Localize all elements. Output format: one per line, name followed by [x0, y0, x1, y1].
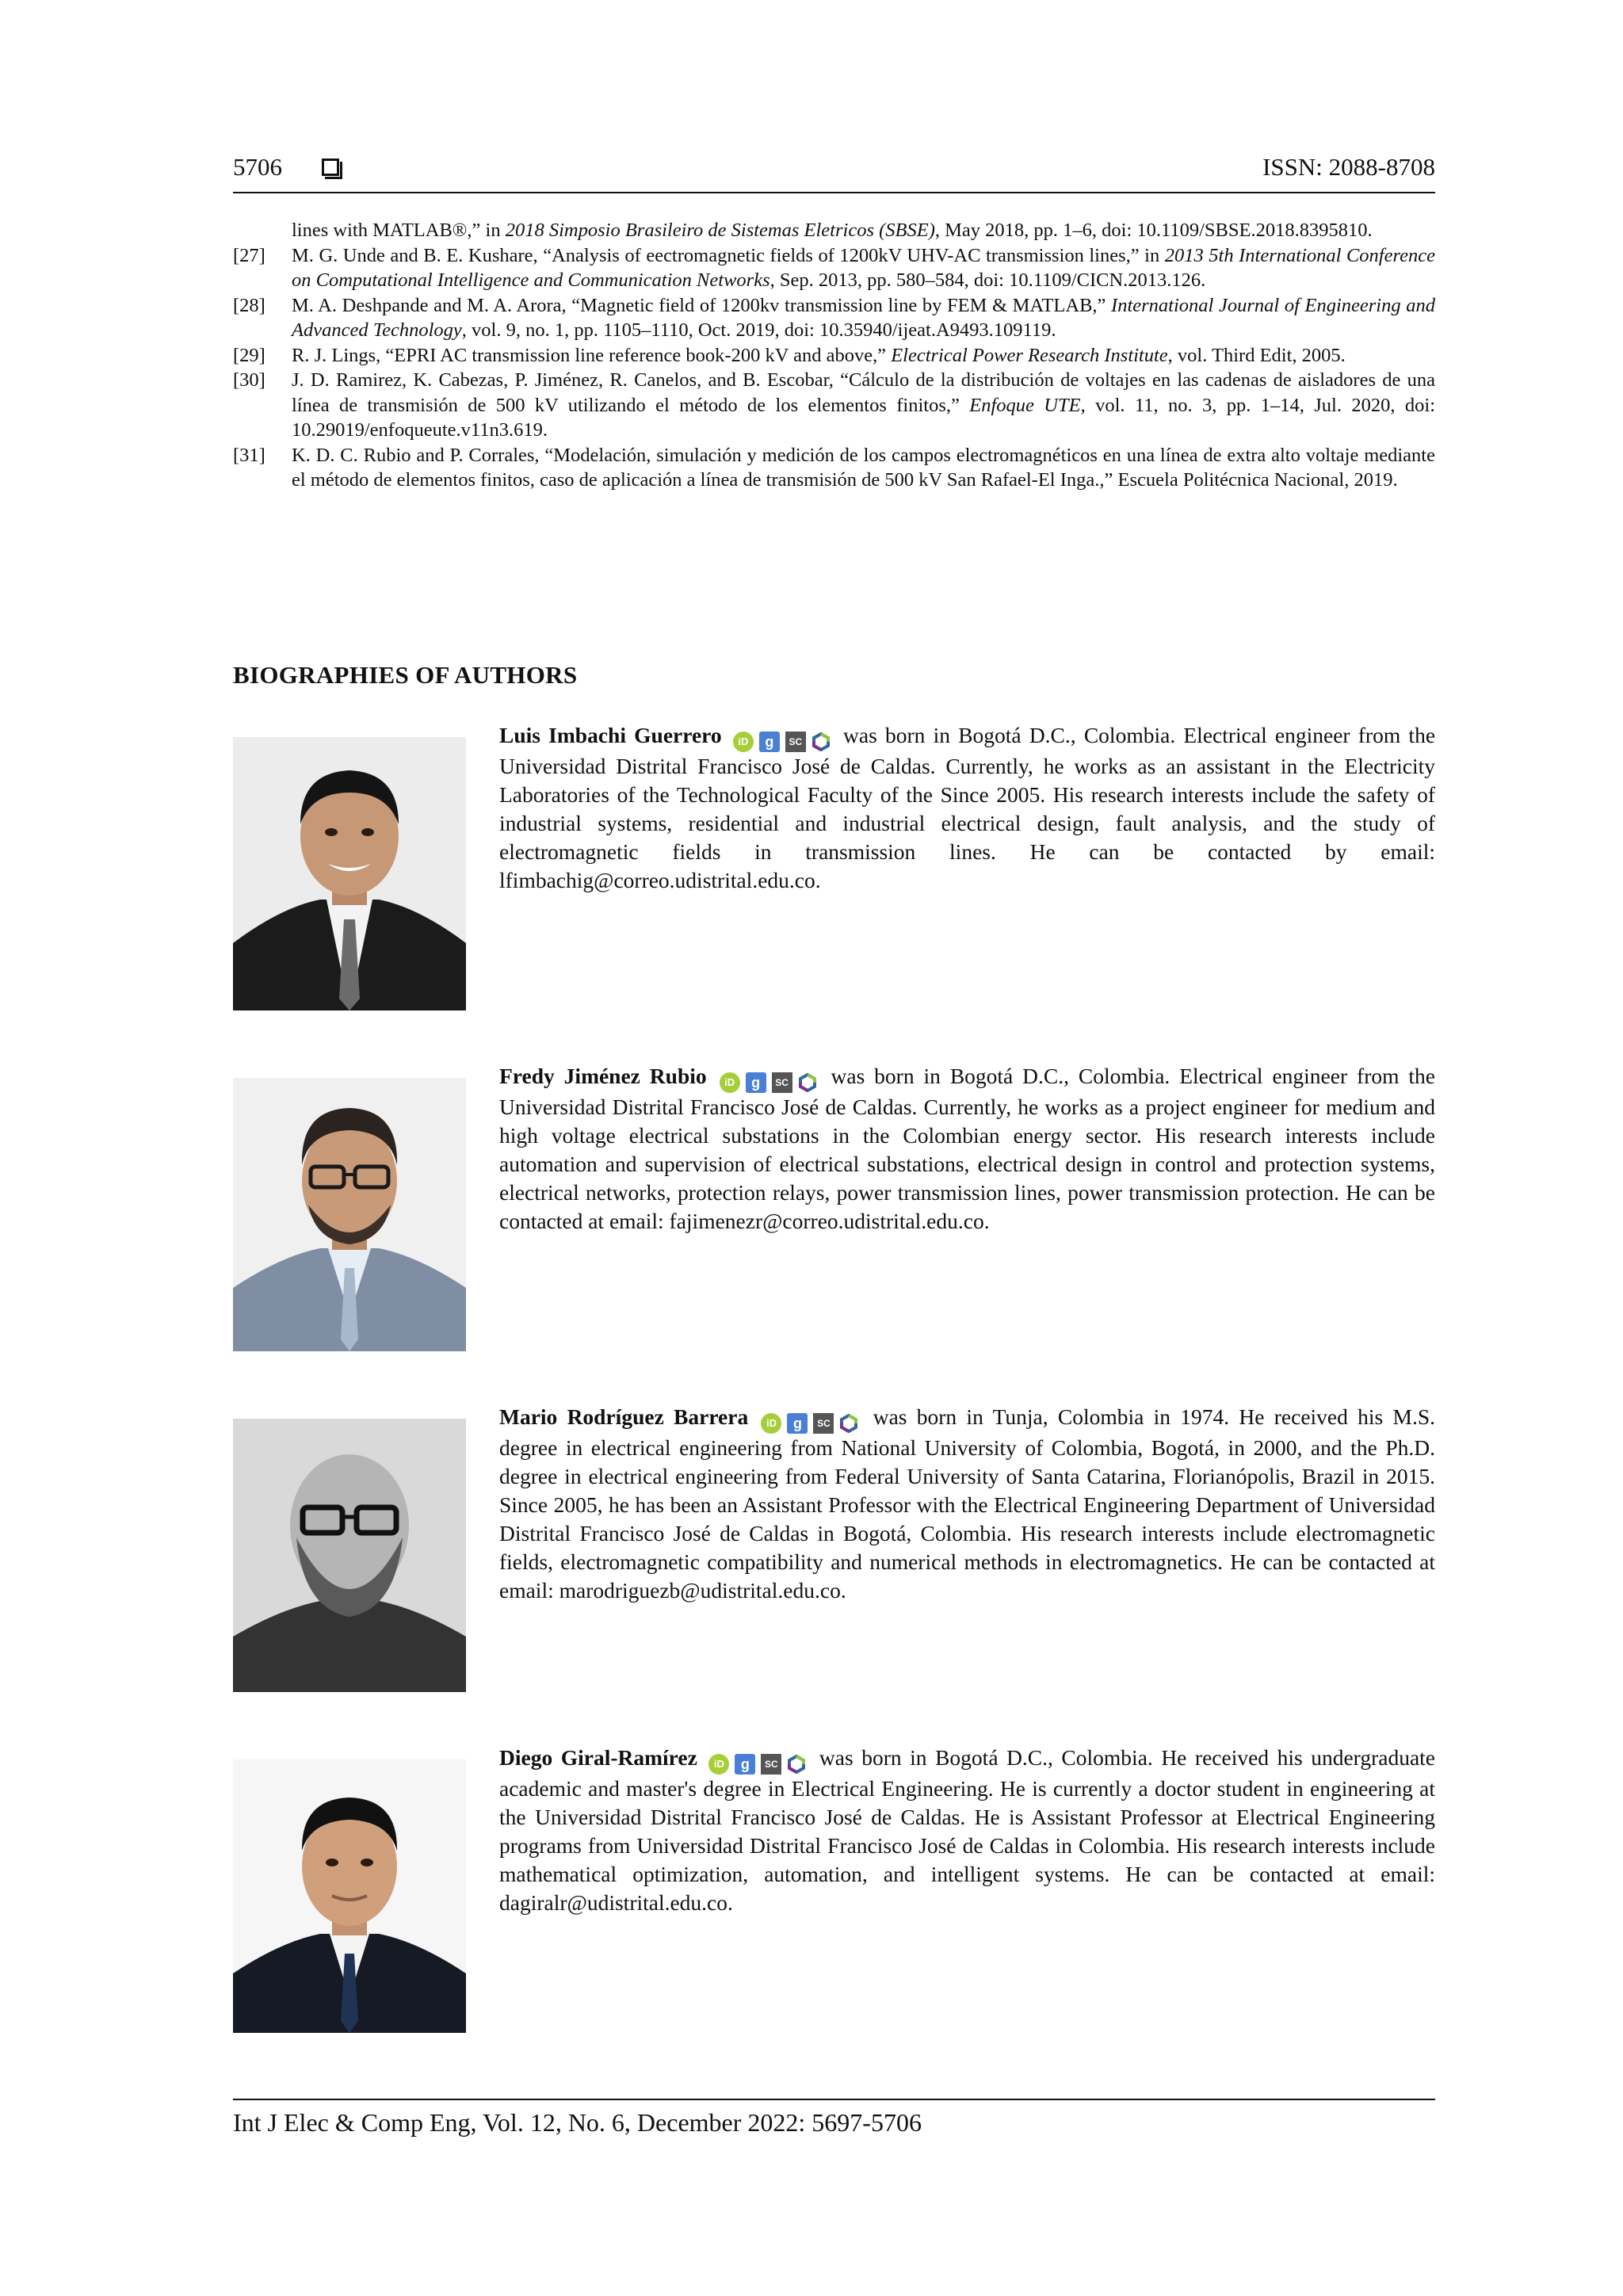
scopus-icon[interactable]: SC: [813, 1413, 834, 1434]
reference-segment: K. D. C. Rubio and P. Corrales, “Modelación, simulación y medición de los campos electromagnéticos en una línea de extra alto voltaje mediante el método de elementos finitos, caso de aplicación a línea de transmisión de 500 kV San Rafael-El Inga.,” Escuela Politécnica Nacional, 2019.: [292, 444, 1435, 491]
reference-number: [31]: [233, 444, 265, 466]
scopus-icon[interactable]: SC: [761, 1754, 781, 1775]
reference-item: [233, 368, 1435, 443]
author-bio: [233, 1744, 1435, 2045]
author-bio-text: [499, 1744, 1435, 1917]
author-bio-body: was born in Bogotá D.C., Colombia. Electrical engineer from the Universidad Distrital Francisco José de Caldas. Currently, he works as an assistant in the Electricity Laboratories of the Technological Faculty of the Since 2005. His research interests include the safety of industrial systems, residential and industrial electrical design, fault analysis, and the study of electromagnetic fields in transmission lines. He can be contacted by email: lfimbachig@correo.udistrital.edu.co.: [499, 723, 1436, 892]
reference-list: [233, 218, 1435, 493]
issn: ISSN: 2088-8708: [1262, 153, 1435, 181]
footer-citation: Int J Elec & Comp Eng, Vol. 12, No. 6, December 2022: 5697-5706: [233, 2108, 922, 2137]
reference-text: [292, 343, 1435, 369]
reference-number: [233, 218, 292, 243]
reference-item: [233, 343, 1435, 369]
reference-segment: lines with MATLAB®,” in: [292, 220, 506, 241]
author-photo: [233, 1759, 466, 2033]
author-bio-text: [499, 1403, 1435, 1605]
author-profile-icons: [720, 1072, 817, 1093]
reference-text: [292, 443, 1435, 493]
author-name: Fredy Jiménez Rubio: [499, 1064, 707, 1088]
author-bio-text: [499, 721, 1435, 895]
reference-segment: R. J. Lings, “EPRI AC transmission line reference book-200 kV and above,”: [292, 344, 892, 366]
author-bio: [233, 721, 1435, 1022]
author-bio: [233, 1403, 1435, 1704]
reference-venue: Enfoque UTE: [969, 394, 1081, 416]
reference-item: [233, 218, 1435, 243]
reference-item: [233, 293, 1435, 343]
page-number: 5706: [233, 153, 282, 181]
publons-icon[interactable]: [787, 1755, 806, 1774]
author-name: Mario Rodríguez Barrera: [499, 1404, 749, 1429]
publons-icon[interactable]: [812, 732, 831, 751]
google-scholar-icon[interactable]: g: [746, 1072, 766, 1093]
author-photo: [233, 1419, 466, 1692]
author-bio-body: was born in Tunja, Colombia in 1974. He received his M.S. degree in electrical engineering from National University of Colombia, Bogotá, in 2000, and the Ph.D. degree in electrical engineering from Federal University of Santa Catarina, Florianópolis, Brazil in 2015. Since 2005, he has been an Assistant Professor with the Electrical Engineering Department of Universidad Distrital Francisco José de Caldas in Bogotá, Colombia. His research interests include electromagnetic fields, electromagnetic compatibility and numerical methods in electromagnetics. He can be contacted at email: marodriguezb@udistrital.edu.co.: [499, 1404, 1435, 1603]
header-rule: [233, 192, 1435, 193]
author-bio-body: was born in Bogotá D.C., Colombia. Electrical engineer from the Universidad Distrital Francisco José de Caldas. Currently, he works as a project engineer for medium and high voltage electrical substations in the Colombian energy sector. His research interests include automation and supervision of electrical substations, electrical design in control and protection systems, electrical networks, protection relays, power transmission lines, power transmission protection. He can be contacted at email: fajimenezr@correo.udistrital.edu.co.: [499, 1064, 1436, 1233]
reference-number: [28]: [233, 294, 265, 316]
footer-rule: [233, 2099, 1435, 2100]
author-name: Diego Giral-Ramírez: [499, 1745, 697, 1770]
reference-text: [292, 243, 1435, 293]
reference-number: [27]: [233, 244, 265, 266]
reference-item: [233, 443, 1435, 493]
reference-text: [292, 293, 1435, 343]
google-scholar-icon[interactable]: g: [759, 732, 780, 752]
reference-segment: , vol. Third Edit, 2005.: [1167, 344, 1346, 366]
reference-text: [292, 218, 1435, 243]
biographies-heading: BIOGRAPHIES OF AUTHORS: [233, 661, 578, 689]
author-bio: [233, 1062, 1435, 1363]
scopus-icon[interactable]: SC: [785, 732, 806, 752]
reference-segment: M. A. Deshpande and M. A. Arora, “Magnetic field of 1200kv transmission line by FEM & MATLAB,”: [292, 294, 1112, 316]
author-photo: [233, 737, 466, 1010]
author-profile-icons: [761, 1413, 858, 1434]
reference-segment: , Sep. 2013, pp. 580–584, doi: 10.1109/CICN.2013.126.: [769, 269, 1206, 291]
reference-segment: , vol. 11, no. 3, pp. 1–14, Jul. 2020, doi: 10.29019/enfoqueute.v11n3.619.: [292, 394, 1435, 441]
reference-text: [292, 368, 1435, 443]
orcid-icon[interactable]: iD: [761, 1413, 781, 1434]
author-bio-text: [499, 1062, 1435, 1236]
reference-segment: , May 2018, pp. 1–6, doi: 10.1109/SBSE.2018.8395810.: [934, 220, 1373, 241]
author-profile-icons: [708, 1754, 806, 1775]
page-box-icon: [322, 159, 339, 176]
reference-segment: M. G. Unde and B. E. Kushare, “Analysis of eectromagnetic fields of 1200kV UHV-AC transmission lines,” in: [292, 244, 1165, 266]
google-scholar-icon[interactable]: g: [787, 1413, 808, 1434]
reference-segment: J. D. Ramirez, K. Cabezas, P. Jiménez, R. Canelos, and B. Escobar, “Cálculo de la distribución de voltajes en las cadenas de aisladores de una línea de transmisión de 500 kV utilizando el método de los elementos finitos,”: [292, 369, 1435, 416]
author-photo: [233, 1078, 466, 1351]
reference-venue: Electrical Power Research Institute: [891, 344, 1168, 366]
reference-venue: International Journal of Engineering and Advanced Technology: [292, 294, 1435, 341]
reference-venue: 2013 5th International Conference on Computational Intelligence and Communication Networks: [292, 244, 1435, 291]
author-bio-body: was born in Bogotá D.C., Colombia. He received his undergraduate academic and master's degree in Electrical Engineering. He is currently a doctor student in engineering at the Universidad Distrital Francisco José de Caldas. He is Assistant Professor at Electrical Engineering programs from Universidad Distrital Francisco José de Caldas in Colombia. His research interests include mathematical optimization, automation, and intelligent systems. He can be contacted at email: dagiralr@udistrital.edu.co.: [499, 1745, 1435, 1915]
google-scholar-icon[interactable]: g: [735, 1754, 755, 1775]
reference-number: [29]: [233, 344, 265, 366]
reference-number: [30]: [233, 369, 265, 391]
author-profile-icons: [733, 732, 831, 752]
publons-icon[interactable]: [798, 1073, 817, 1092]
author-name: Luis Imbachi Guerrero: [499, 723, 722, 747]
reference-venue: 2018 Simposio Brasileiro de Sistemas Eletricos (SBSE): [505, 220, 935, 241]
orcid-icon[interactable]: iD: [720, 1072, 740, 1093]
orcid-icon[interactable]: iD: [733, 732, 754, 752]
reference-item: [233, 243, 1435, 293]
publons-icon[interactable]: [839, 1414, 858, 1433]
reference-segment: , vol. 9, no. 1, pp. 1105–1110, Oct. 2019, doi: 10.35940/ijeat.A9493.109119.: [461, 319, 1056, 341]
orcid-icon[interactable]: iD: [708, 1754, 729, 1775]
scopus-icon[interactable]: SC: [772, 1072, 792, 1093]
